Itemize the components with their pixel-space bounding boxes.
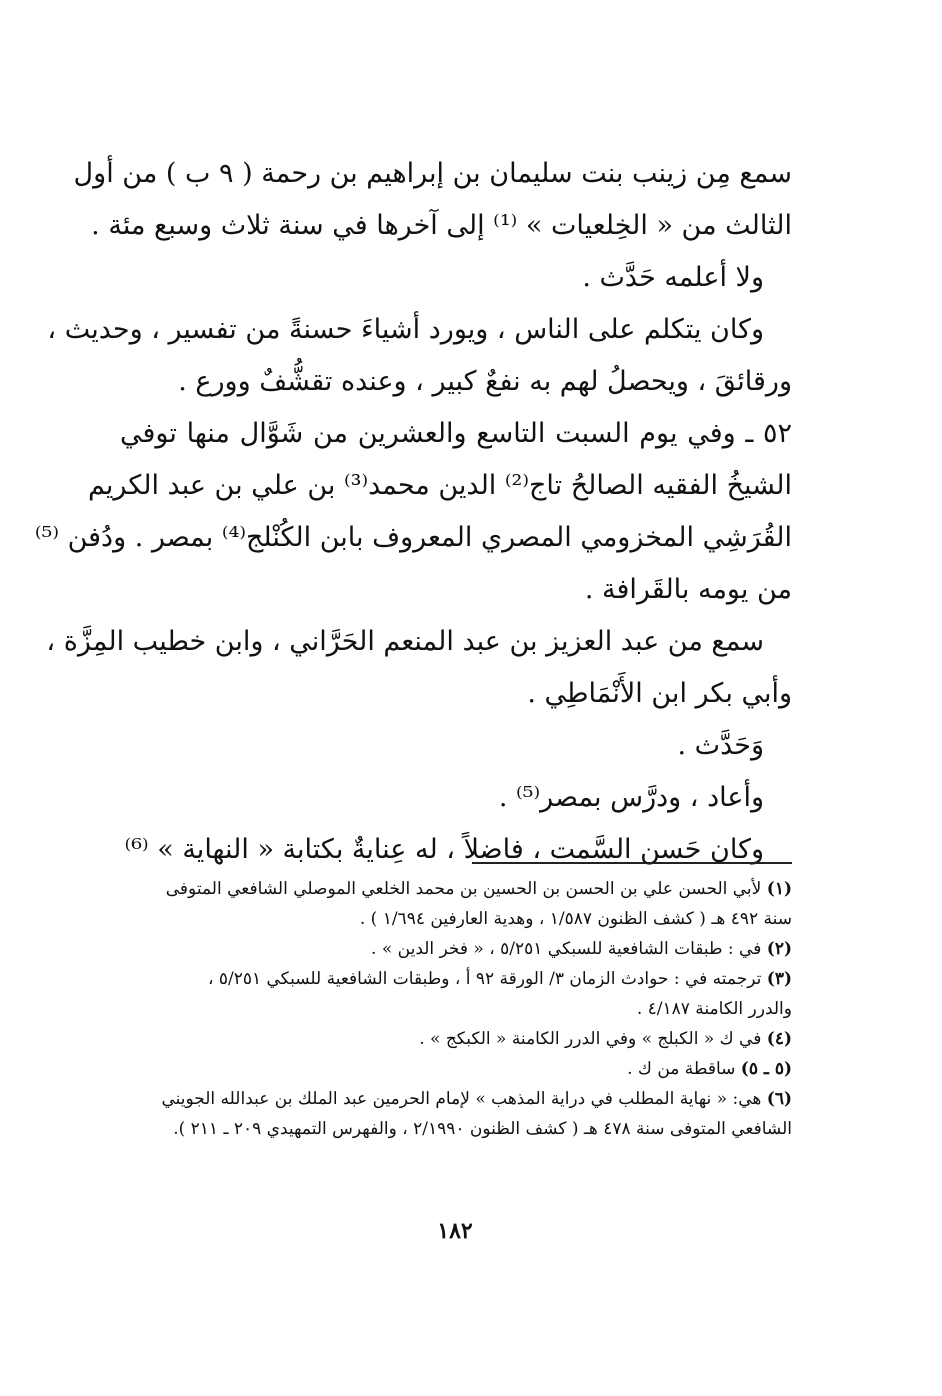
main-text (34, 148, 792, 876)
text-line: سمع مِن زينب بنت سليمان بن إبراهيم بن رحمة ( ٩ ب ) من أول (73, 158, 792, 189)
footnote-1-continuation: سنة ٤٩٢ هـ ( كشف الظنون ١/٥٨٧ ، وهدية العارفين ١/٦٩٤ ) . (359, 909, 792, 929)
footnote-6 (118, 1084, 792, 1114)
text-line: من يومه بالقَرافة . (584, 574, 792, 605)
text-line: ورقائقَ ، ويحصلُ لهم به نفعٌ كبير ، وعنده تقشُّفٌ وورع . (178, 366, 792, 397)
footnote-text: لأبي الحسن علي بن الحسن بن الحسين بن محمد الخلعي الموصلي الشافعي المتوفى (165, 879, 762, 899)
footnote-number: (٢) (766, 939, 792, 959)
footnote-text: ساقطة من ك . (627, 1059, 736, 1079)
text-line: القُرَشِي المخزومي المصري المعروف بابن الكُنْلج⁽⁴⁾ بمصر . ودُفن ⁽⁵⁾ (34, 522, 792, 553)
footnote-text: في ك « الكبلج » وفي الدرر الكامنة « الكبكج » . (419, 1029, 762, 1049)
text-line: وأعاد ، ودرَّس بمصر⁽⁵⁾ . (498, 782, 764, 813)
footnote-text: هي: « نهاية المطلب في دراية المذهب » لإمام الحرمين عبد الملك بن عبدالله الجويني (161, 1089, 762, 1109)
text-line: وَحَدَّث . (677, 730, 764, 761)
footnote-2 (118, 934, 792, 964)
footnote-3-continuation: والدرر الكامنة ٤/١٨٧ . (636, 999, 792, 1019)
footnote-6-continuation: الشافعي المتوفى سنة ٤٧٨ هـ ( كشف الظنون ٢/١٩٩٠ ، والفهرس التمهيدي ٢٠٩ ـ ٢١١ ). (173, 1119, 792, 1139)
footnote-number: (٣) (766, 969, 792, 989)
text-line: الثالث من « الخِلعيات » ⁽¹⁾ إلى آخرها في سنة ثلاث وسبع مئة . (91, 210, 792, 241)
text-line: ولا أعلمه حَدَّث . (582, 262, 764, 293)
footnote-number: (٤) (766, 1029, 792, 1049)
footnote-text: ترجمته في : حوادث الزمان ٣/ الورقة ٩٢ أ ، وطبقات الشافعية للسبكي ٥/٢٥١ ، (207, 969, 762, 989)
footnote-3 (118, 964, 792, 994)
footnote-separator (472, 862, 792, 864)
footnotes (118, 874, 792, 1144)
text-line: الشيخُ الفقيه الصالحُ تاج⁽²⁾ الدين محمد⁽³⁾ بن علي بن عبد الكريم (87, 470, 792, 501)
footnote-number: (١) (766, 879, 792, 899)
footnote-number: (٦) (766, 1089, 792, 1109)
footnote-5 (118, 1054, 792, 1084)
text-line: وأبي بكر ابن الأَنْمَاطِي . (527, 678, 792, 709)
text-line: وكان يتكلم على الناس ، ويورد أشياءَ حسنةً من تفسير ، وحديث ، (47, 314, 764, 345)
entry-heading-line: ٥٢ ـ وفي يوم السبت التاسع والعشرين من شَوَّال منها توفي (120, 418, 792, 449)
text-line: سمع من عبد العزيز بن عبد المنعم الحَرَّاني ، وابن خطيب المِزَّة ، (46, 626, 764, 657)
footnote-4 (118, 1024, 792, 1054)
footnote-text: في : طبقات الشافعية للسبكي ٥/٢٥١ ، « فخر الدين » . (371, 939, 762, 959)
footnote-1 (118, 874, 792, 904)
page-number: ١٨٢ (437, 1218, 473, 1244)
text-line: وكان حَسن السَّمت ، فاضلاً ، له عِنايةٌ بكتابة « النهاية » ⁽⁶⁾ (124, 834, 764, 865)
footnote-number: (٥ ـ ٥) (740, 1059, 792, 1079)
